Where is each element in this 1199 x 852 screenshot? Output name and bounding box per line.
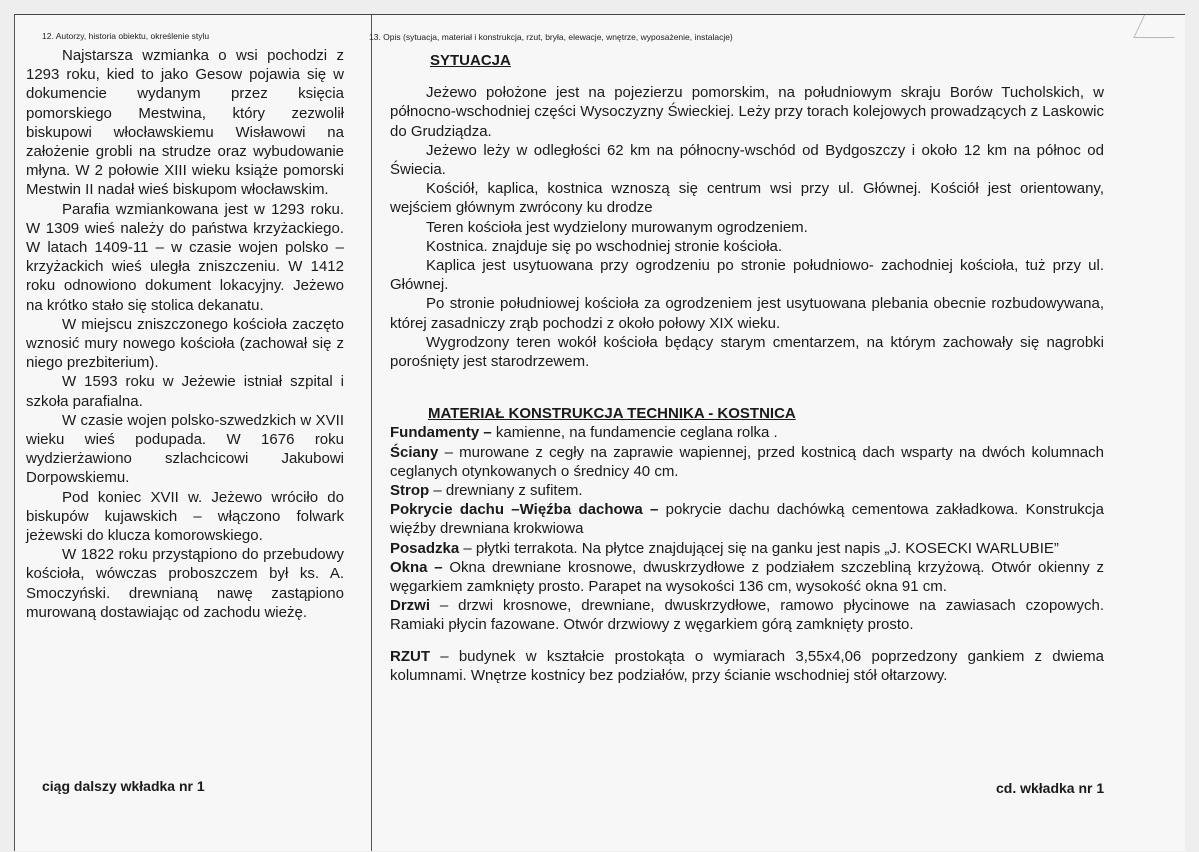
material-term: Posadzka [390,539,460,557]
plan-text: – budynek w kształcie prostokąta o wymiarach 3,55x4,06 poprzedzony gankiem z dwiema kolumnami. Wnętrze kostnicy bez podziałów, przy ścianie wschodniej stół ołtarzowy. [390,647,1104,684]
material-text: Okna drewniane krosnowe, dwuskrzydłowe z podziałem szczebliną krzyżową. Otwór okienny z węgarkiem zamknięty prosto. Parapet na wysokości 136 cm, wysokość okna 91 cm. [390,558,1104,596]
material-item-foundations [390,423,1104,442]
material-term: Drzwi [390,597,431,615]
situation-paragraph: Jeżewo leży w odległości 62 km na północny-wschód od Bydgoszczy i około 12 km na północ od Świecia. [390,141,1104,179]
situation-paragraph: Kaplica jest usytuowana przy ogrodzeniu po stronie południowo- zachodniej kościoła, tuż przy ul. Głównej. [390,257,1104,294]
plan-term: RZUT [390,647,430,665]
column-divider [371,15,372,851]
situation-paragraph: Po stronie południowej kościoła za ogrodzeniem jest usytuowana plebania obecnie rozbudowywana, której zasadniczy zrąb pochodzi z około połowy XIX wieku. [390,295,1104,332]
history-paragraph: Najstarsza wzmianka o wsi pochodzi z 1293 roku, kied to jako Gesow pojawia się w dokumencie wydanym przez księcia pomorskiego Mestwina, który zezwolił biskupowi włocławskiemu Wisławowi na założenie grobli na strudze oraz wybudowanie młyna. W 2 połowie XIII wieku książe pomorski Mestwin II nadał wieś biskupom włocławskim. [26,47,344,199]
material-text: kamienne, na fundamencie ceglana rolka . [491,424,778,442]
material-text: – płytki terrakota. Na płytce znajdującej się na ganku jest napis „J. KOSECKI WARLUBIE” [459,539,1059,557]
corner-fold [1133,15,1185,38]
history-column [26,46,344,622]
field-13-label: 13. Opis (sytuacja, materiał i konstrukcja, rzut, bryła, elewacje, wnętrze, wyposażenie, instalacje) [369,32,733,42]
plan-description [390,647,1104,685]
field-12-label: 12. Autorzy, historia obiektu, określenie stylu [42,31,210,41]
material-text: – murowane z cegły na zaprawie wapiennej, przed kostnicą dach wsparty na dwóch kolumnach ceglanych otynkowanych o średnicy 40 cm. [390,443,1104,480]
description-column [390,51,1104,685]
material-heading: MATERIAŁ KONSTRUKCJA TECHNIKA - KOSTNICA [428,405,796,423]
situation-paragraph: Teren kościoła jest wydzielony murowanym ogrodzeniem. [426,218,808,236]
material-item-ceiling [390,481,1104,500]
material-text: – drewniany z sufitem. [429,482,583,500]
history-paragraph: Pod koniec XVII w. Jeżewo wróciło do biskupów kujawskich – włączono folwark jeżewski do klucza komorowskiego. [26,488,344,545]
material-term: Pokrycie dachu –Więźba dachowa – [390,501,659,519]
history-paragraph: Parafia wzmiankowana jest w 1293 roku. W 1309 wieś należy do państwa krzyżackiego. W latach 1409-11 – w czasie wojen polsko – krzyżackich wieś uległa zniszczeniu. W 1412 roku odnowiono dokument lokacyjny. Jeżewo na krótko stało się stolica dekanatu. [26,200,344,314]
spacer [390,635,1104,647]
history-paragraph: W 1822 roku przystąpiono do przebudowy kościoła, wówczas proboszczem był ks. A. Smoczyński. drewnianą nawę zastąpiono murowaną dostawiając od zachodu wieżę. [26,546,344,621]
right-footer: cd. wkładka nr 1 [996,780,1105,796]
material-term: Okna – [390,558,443,576]
situation-paragraph: Wygrodzony teren wokół kościoła będący starym cmentarzem, na którym zachowały się nagrobki porośnięty jest starodrzewem. [390,333,1104,371]
material-item-floor [390,539,1104,558]
situation-paragraph: Kostnica. znajduje się po wschodniej stronie kościoła. [426,237,783,255]
situation-heading: SYTUACJA [430,52,511,69]
situation-paragraph: Jeżewo położone jest na pojezierzu pomorskim, na południowym skraju Borów Tucholskich, w północno-wschodniej części Wysoczyzny Świeckiej. Leży przy torach kolejowych prowadzących z Laskowic do Grudziądza. [390,84,1104,140]
history-paragraph: W 1593 roku w Jeżewie istniał szpital i szkoła parafialna. [26,373,344,410]
material-item-windows [390,558,1104,596]
material-item-roof [390,500,1104,538]
material-term: Ściany [390,443,439,461]
material-text: – drzwi krosnowe, drewniane, dwuskrzydłowe, ramowo płycinowe na zawiasach czopowych. Ramiaki płycin fazowane. Otwór drzwiowy z węgarkiem górą zamknięty prosto. [390,597,1104,634]
material-text: pokrycie dachu dachówką cementowa zakładkowa. Konstrukcja więźby drewniana krokwiowa [390,501,1104,538]
material-item-walls [390,443,1104,481]
history-paragraph: W miejscu zniszczonego kościoła zaczęto wznosić mury nowego kościoła (zachował się z niego prezbiterium). [26,315,344,372]
history-paragraph: W czasie wojen polsko-szwedzkich w XVII wieku wieś podupada. W 1676 roku wydzierżawiono szlachcicowi Jakubowi Dorpowskiemu. [26,411,344,487]
material-term: Strop [390,482,430,500]
material-term: Fundamenty – [390,424,492,442]
material-item-doors [390,596,1104,634]
left-footer: ciąg dalszy wkładka nr 1 [42,778,205,794]
situation-paragraph: Kościół, kaplica, kostnica wznoszą się centrum wsi przy ul. Głównej. Kościół jest orientowany, wejściem głównym zwrócony ku drodze [390,180,1104,217]
